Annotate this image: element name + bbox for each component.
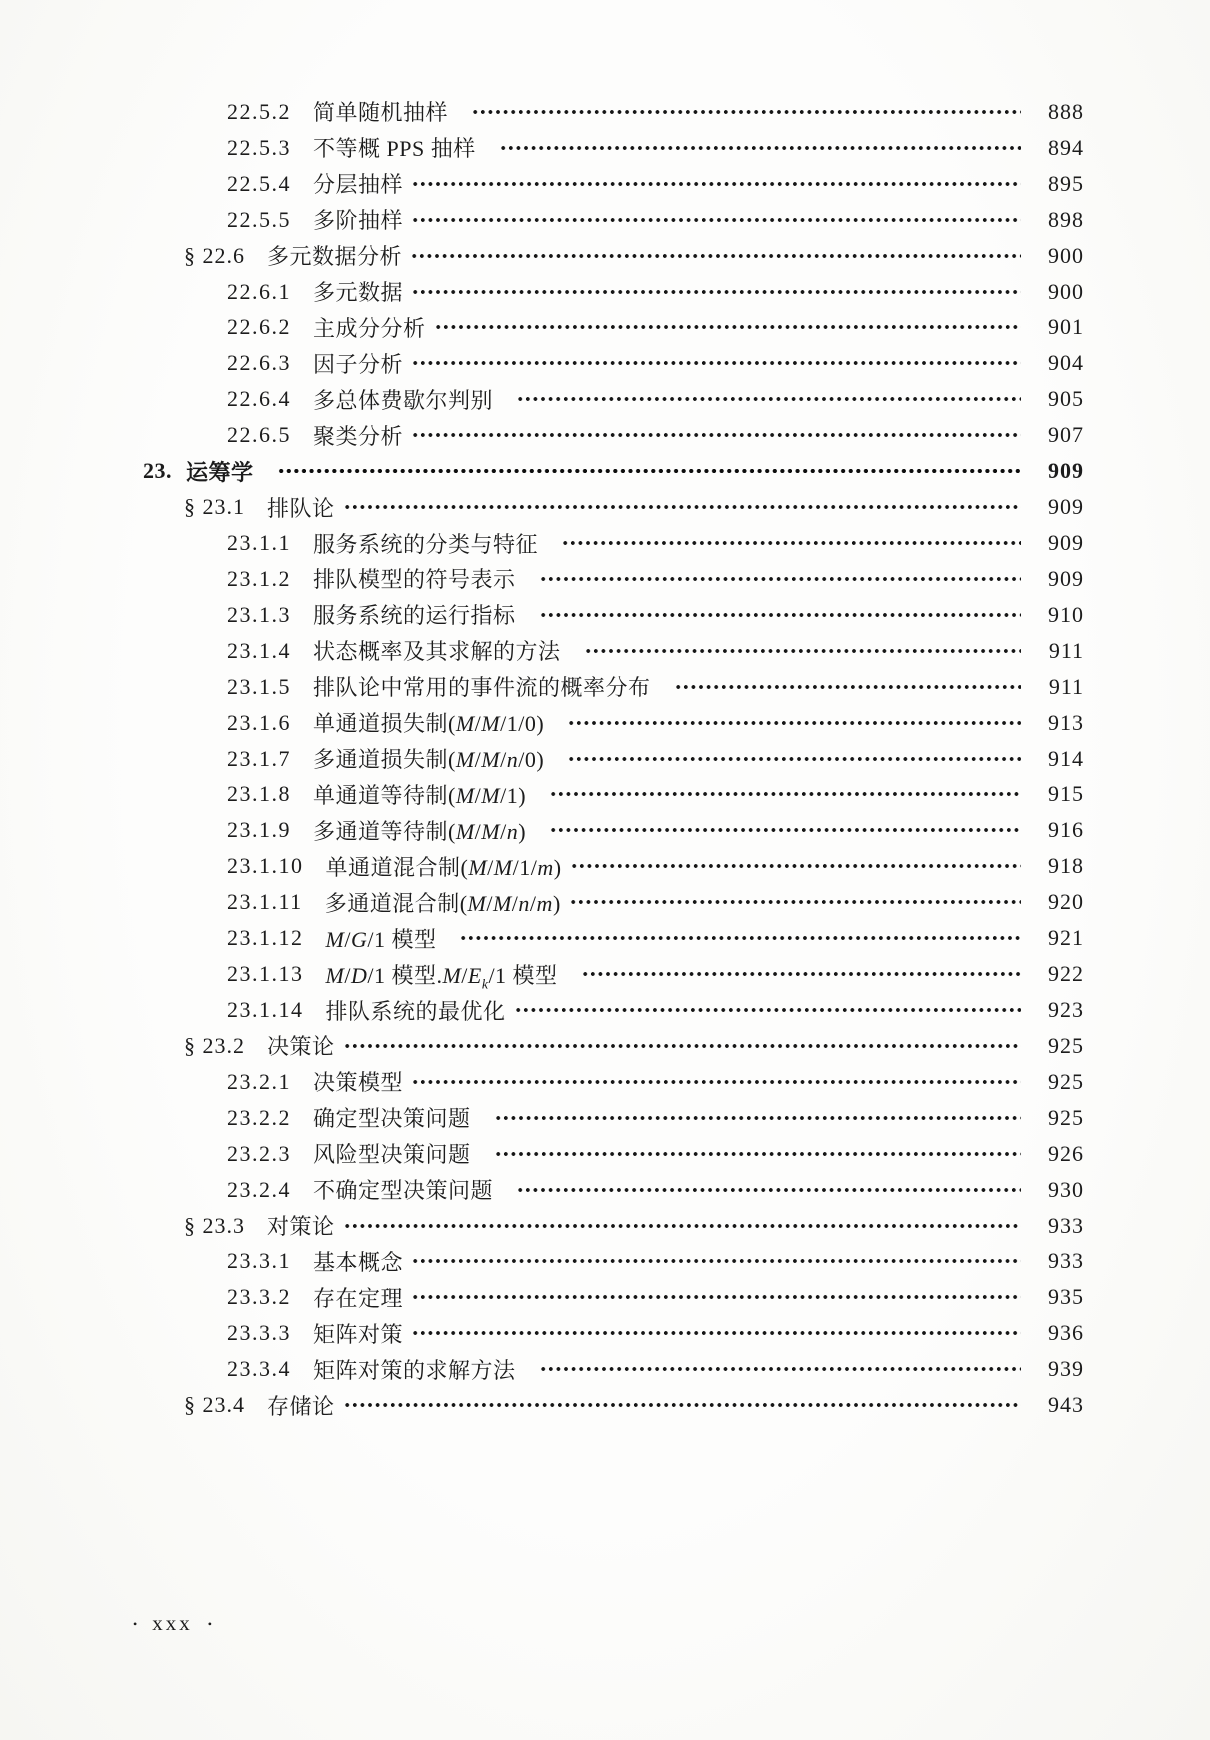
entry-title: 确定型决策问题: [313, 1106, 471, 1132]
entry-title: 简单随机抽样: [313, 100, 449, 126]
dot-leader: [571, 860, 1021, 872]
entry-page: 909: [1048, 565, 1084, 591]
entry-number: 23.: [143, 458, 172, 484]
page-footer: [133, 1611, 212, 1636]
dot-leader: [412, 214, 1021, 226]
entry-title: 决策论: [267, 1034, 335, 1060]
entry-number: 22.5.3: [227, 134, 291, 160]
entry-page: 905: [1048, 386, 1084, 412]
toc-entry: [137, 202, 1084, 238]
entry-title: M/D/1 模型$.M/E_k/1$ 模型: [325, 962, 558, 991]
entry-page: 911: [1048, 673, 1084, 699]
entry-number: 23.2.4: [227, 1176, 291, 1202]
dot-leader: [570, 896, 1021, 908]
entry-number: 23.1.14: [227, 997, 304, 1022]
entry-number: 23.1.1: [227, 530, 291, 556]
entry-number: 23.1.9: [227, 817, 291, 843]
dot-leader: [550, 824, 1021, 836]
dot-leader: [540, 1363, 1021, 1375]
dot-leader: [495, 1112, 1021, 1124]
entry-page: 923: [1048, 997, 1084, 1022]
entry-page: 901: [1048, 314, 1084, 340]
entry-title: 状态概率及其求解的方法: [313, 639, 561, 665]
entry-title: 排队系统的最优化: [325, 998, 506, 1024]
toc-entry: [137, 1279, 1084, 1315]
dot-leader: [550, 788, 1021, 800]
entry-number: 22.5.5: [227, 206, 291, 232]
entry-title: 多通道等待制(M/M/n): [313, 818, 527, 844]
dot-leader: [412, 1291, 1021, 1303]
dot-leader: [435, 321, 1021, 333]
dot-leader: [344, 1040, 1021, 1052]
entry-title: 矩阵对策的求解方法: [313, 1357, 516, 1383]
entry-title: 多阶抽样: [313, 208, 404, 234]
entry-number: § 23.2: [184, 1032, 245, 1058]
entry-number: 23.3.3: [227, 1320, 291, 1346]
entry-number: § 23.3: [184, 1212, 245, 1238]
dot-leader: [344, 1220, 1021, 1232]
entry-page: 898: [1048, 206, 1084, 232]
dot-leader: [344, 501, 1021, 513]
toc-entry: [137, 884, 1084, 920]
dot-leader: [568, 717, 1021, 729]
dot-leader: [517, 1184, 1021, 1196]
entry-page: 888: [1048, 98, 1084, 124]
footer-bullet-left: •: [133, 1616, 138, 1631]
toc-list: [137, 94, 1084, 1423]
entry-title: 决策模型: [313, 1070, 404, 1096]
footer-page-label: xxx: [152, 1611, 193, 1635]
toc-entry: [137, 920, 1084, 956]
entry-page: 925: [1048, 1104, 1084, 1130]
entry-title: 不确定型决策问题: [313, 1178, 494, 1204]
toc-entry: [137, 669, 1084, 705]
entry-page: 909: [1048, 458, 1084, 484]
entry-page: 933: [1048, 1248, 1084, 1274]
dot-leader: [515, 1004, 1021, 1016]
dot-leader: [412, 1076, 1021, 1088]
dot-leader: [562, 537, 1021, 549]
footer-bullet-right: •: [207, 1616, 212, 1631]
entry-number: 23.1.10: [227, 853, 304, 879]
entry-page: 922: [1048, 961, 1084, 987]
entry-page: 915: [1048, 781, 1084, 807]
entry-number: 22.6.5: [227, 422, 291, 448]
entry-page: 914: [1048, 745, 1084, 771]
entry-number: 23.1.12: [227, 925, 304, 951]
entry-page: 925: [1048, 1068, 1084, 1094]
entry-number: 23.1.8: [227, 781, 291, 807]
entry-number: 22.6.2: [227, 314, 291, 340]
entry-page: 943: [1048, 1392, 1084, 1418]
toc-entry: [137, 381, 1084, 417]
toc-entry: [137, 345, 1084, 381]
toc-entry: [137, 310, 1084, 346]
entry-title: 因子分析: [313, 351, 404, 377]
entry-number: 23.3.4: [227, 1356, 291, 1382]
entry-number: 23.3.1: [227, 1248, 291, 1274]
entry-title: 单通道损失制(M/M/1/0): [313, 711, 545, 737]
entry-title: 存储论: [267, 1393, 335, 1419]
entry-number: 22.5.4: [227, 170, 291, 196]
entry-title: 单通道等待制(M/M/1): [313, 782, 527, 808]
toc-entry: [137, 848, 1084, 884]
entry-page: 895: [1048, 170, 1084, 196]
entry-page: 936: [1048, 1320, 1084, 1346]
entry-number: 23.1.13: [227, 961, 304, 987]
dot-leader: [568, 753, 1021, 765]
entry-title: 多总体费歇尔判别: [313, 387, 494, 413]
entry-number: 22.6.1: [227, 278, 291, 304]
toc-entry: [137, 812, 1084, 848]
entry-number: 23.1.2: [227, 565, 291, 591]
dot-leader: [278, 465, 1021, 477]
entry-page: 913: [1048, 709, 1084, 735]
toc-entry: [137, 777, 1084, 813]
entry-number: 23.2.2: [227, 1104, 291, 1130]
entry-page: 930: [1048, 1176, 1084, 1202]
entry-number: 23.1.11: [227, 889, 303, 915]
dot-leader: [540, 573, 1021, 585]
entry-title: 单通道混合制(M/M/1/m): [325, 854, 562, 880]
toc-entry: [137, 525, 1084, 561]
entry-page: 933: [1048, 1212, 1084, 1238]
entry-number: 23.1.4: [227, 637, 291, 663]
entry-number: § 23.1: [184, 494, 245, 520]
dot-leader: [344, 1399, 1021, 1411]
toc-entry: [137, 166, 1084, 202]
toc-entry: [137, 956, 1084, 992]
toc-entry: [137, 1387, 1084, 1423]
toc-entry: [137, 238, 1084, 274]
entry-title: 基本概念: [313, 1249, 404, 1275]
dot-leader: [675, 681, 1021, 693]
dot-leader: [472, 106, 1021, 118]
toc-entry: [137, 1315, 1084, 1351]
entry-page: 926: [1048, 1140, 1084, 1166]
entry-title: 风险型决策问题: [313, 1142, 471, 1168]
entry-number: § 22.6: [184, 242, 245, 268]
toc-entry: [137, 94, 1084, 130]
toc-entry: [137, 1208, 1084, 1244]
entry-title: 多通道损失制(M/M/n/0): [313, 747, 545, 773]
entry-title: 多元数据: [313, 280, 404, 306]
entry-page: 910: [1048, 601, 1084, 627]
toc-entry: [137, 489, 1084, 525]
entry-number: 23.2.1: [227, 1068, 291, 1094]
toc-entry: [137, 417, 1084, 453]
entry-number: 22.6.4: [227, 386, 291, 412]
entry-title: 矩阵对策: [313, 1321, 404, 1347]
entry-number: 23.3.2: [227, 1284, 291, 1310]
entry-title: 对策论: [267, 1214, 335, 1240]
dot-leader: [412, 429, 1021, 441]
toc-entry: [137, 741, 1084, 777]
entry-number: 22.5.2: [227, 98, 291, 124]
entry-number: 23.1.6: [227, 709, 291, 735]
entry-page: 900: [1048, 278, 1084, 304]
entry-title: 不等概 PPS 抽样: [313, 136, 476, 162]
dot-leader: [411, 250, 1021, 262]
entry-page: 921: [1048, 925, 1084, 951]
dot-leader: [540, 609, 1021, 621]
toc-entry: [137, 1351, 1084, 1387]
toc-entry: [137, 1100, 1084, 1136]
entry-number: 23.1.7: [227, 745, 291, 771]
entry-number: 23.1.5: [227, 673, 291, 699]
entry-page: 904: [1048, 350, 1084, 376]
toc-entry: [137, 274, 1084, 310]
entry-page: 918: [1048, 853, 1084, 879]
entry-page: 916: [1048, 817, 1084, 843]
toc-entry: [137, 561, 1084, 597]
entry-title: 主成分分析: [313, 315, 426, 341]
toc-entry: [137, 705, 1084, 741]
entry-title: 运筹学: [186, 459, 254, 485]
dot-leader: [500, 142, 1021, 154]
toc-entry: [137, 1028, 1084, 1064]
dot-leader: [517, 393, 1021, 405]
dot-leader: [495, 1148, 1021, 1160]
toc-entry: [137, 130, 1084, 166]
entry-page: 894: [1048, 134, 1084, 160]
entry-title: 存在定理: [313, 1285, 404, 1311]
entry-title: 排队模型的符号表示: [313, 567, 516, 593]
toc-entry: [137, 1244, 1084, 1280]
toc-entry: [137, 992, 1084, 1028]
dot-leader: [582, 968, 1021, 980]
entry-page: 907: [1048, 422, 1084, 448]
entry-title: M/G/1 模型: [325, 926, 437, 952]
entry-page: 909: [1048, 494, 1084, 520]
entry-number: § 23.4: [184, 1392, 245, 1418]
toc-entry: [137, 1064, 1084, 1100]
dot-leader: [460, 932, 1021, 944]
entry-title: 分层抽样: [313, 172, 404, 198]
dot-leader: [412, 286, 1021, 298]
dot-leader: [412, 1255, 1021, 1267]
dot-leader: [412, 178, 1021, 190]
entry-title: 聚类分析: [313, 423, 404, 449]
entry-page: 900: [1048, 242, 1084, 268]
toc-entry: [137, 1136, 1084, 1172]
entry-number: 22.6.3: [227, 350, 291, 376]
entry-number: 23.1.3: [227, 601, 291, 627]
entry-title: 多通道混合制(M/M/n/m): [324, 890, 561, 916]
entry-number: 23.2.3: [227, 1140, 291, 1166]
entry-page: 935: [1048, 1284, 1084, 1310]
toc-entry: [137, 633, 1084, 669]
entry-title: 服务系统的运行指标: [313, 603, 516, 629]
dot-leader: [412, 357, 1021, 369]
toc-entry: [137, 453, 1084, 489]
toc-entry: [137, 1172, 1084, 1208]
entry-page: 925: [1048, 1032, 1084, 1058]
entry-title: 多元数据分析: [267, 244, 403, 270]
entry-page: 911: [1048, 637, 1084, 663]
toc-entry: [137, 597, 1084, 633]
entry-title: 排队论: [267, 495, 335, 521]
dot-leader: [585, 645, 1021, 657]
entry-title: 服务系统的分类与特征: [313, 531, 539, 557]
dot-leader: [412, 1327, 1021, 1339]
entry-page: 939: [1048, 1356, 1084, 1382]
entry-page: 920: [1048, 889, 1084, 915]
entry-title: 排队论中常用的事件流的概率分布: [313, 675, 651, 701]
entry-page: 909: [1048, 530, 1084, 556]
